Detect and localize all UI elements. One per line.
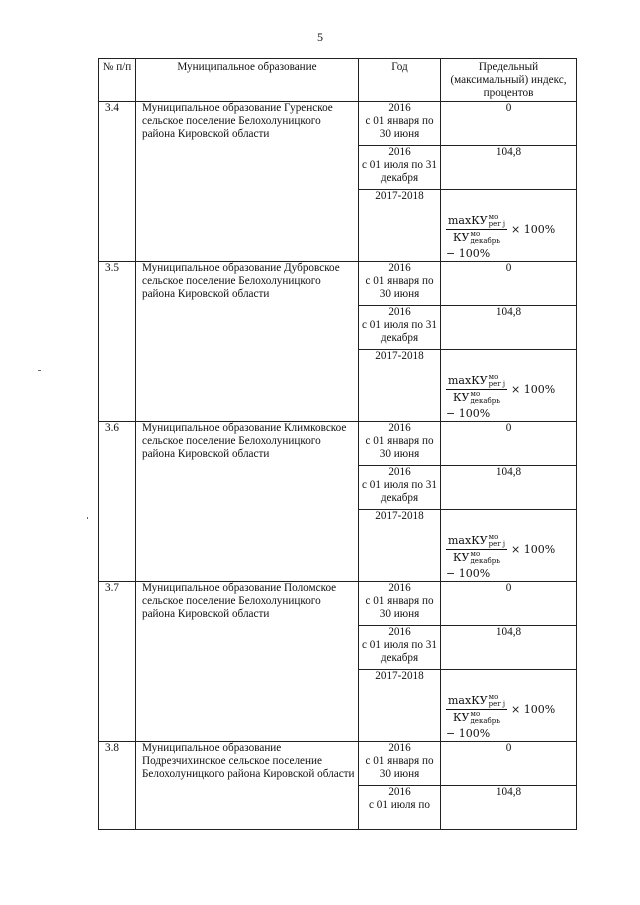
index-table — [98, 58, 577, 830]
period-cell — [359, 350, 441, 422]
period-cell — [359, 466, 441, 510]
period-cell — [359, 306, 441, 350]
period-cell — [359, 510, 441, 582]
municipality-name: Муниципальное образование Подрезчихинское сельское поселение Белохолуницкого района Кировской области — [136, 742, 359, 830]
period-year: 2016 — [388, 102, 411, 114]
period-cell — [359, 742, 441, 786]
period-year: 2016 — [388, 466, 411, 478]
index-value: 0 — [441, 422, 577, 466]
index-formula — [441, 350, 577, 422]
index-value: 104,8 — [441, 306, 577, 350]
header-index: Предельный (максимальный) индекс, процентов — [441, 59, 577, 102]
row-number: 3.6 — [99, 422, 136, 582]
period-year: 2016 — [388, 146, 411, 158]
table-row — [99, 102, 577, 146]
period-range: с 01 января по 30 июня — [365, 755, 434, 780]
period-year: 2016 — [388, 786, 411, 798]
index-value: 0 — [441, 742, 577, 786]
page-number: 5 — [317, 30, 323, 44]
municipality-name: Муниципальное образование Гуренское сельское поселение Белохолуницкого района Кировской области — [136, 102, 359, 262]
period-range: с 01 января по 30 июня — [365, 115, 434, 140]
index-formula — [441, 190, 577, 262]
row-number: 3.8 — [99, 742, 136, 830]
period-cell — [359, 146, 441, 190]
municipality-name: Муниципальное образование Дубровское сельское поселение Белохолуницкого района Кировской области — [136, 262, 359, 422]
period-cell — [359, 190, 441, 262]
index-value: 104,8 — [441, 146, 577, 190]
row-number: 3.4 — [99, 102, 136, 262]
index-formula — [441, 670, 577, 742]
period-year: 2016 — [388, 626, 411, 638]
period-cell — [359, 102, 441, 146]
formula: maxКУ мо per j КУ мо декабрь × 100% − 100% — [446, 533, 556, 580]
period-range: с 01 июля по 31 декабря — [362, 639, 437, 664]
scan-mark — [87, 517, 88, 519]
index-formula — [441, 510, 577, 582]
period-cell — [359, 626, 441, 670]
header-municipality: Муниципальное образование — [136, 59, 359, 102]
period-year: 2017-2018 — [375, 350, 424, 362]
index-value: 104,8 — [441, 786, 577, 830]
index-value: 0 — [441, 582, 577, 626]
period-range: с 01 июля по 31 декабря — [362, 319, 437, 344]
table-row — [99, 262, 577, 306]
header-year: Год — [359, 59, 441, 102]
period-range: с 01 января по 30 июня — [365, 435, 434, 460]
period-year: 2016 — [388, 262, 411, 274]
period-year: 2016 — [388, 306, 411, 318]
table-row — [99, 422, 577, 466]
period-cell — [359, 422, 441, 466]
period-range: с 01 июля по — [369, 799, 430, 811]
period-year: 2016 — [388, 582, 411, 594]
period-year: 2017-2018 — [375, 670, 424, 682]
index-value: 104,8 — [441, 626, 577, 670]
index-value: 0 — [441, 102, 577, 146]
header-num: № п/п — [99, 59, 136, 102]
period-range: с 01 июля по 31 декабря — [362, 479, 437, 504]
municipality-name: Муниципальное образование Климковское сельское поселение Белохолуницкого района Кировской области — [136, 422, 359, 582]
row-number: 3.5 — [99, 262, 136, 422]
index-value: 104,8 — [441, 466, 577, 510]
formula: maxКУ мо per j КУ мо декабрь × 100% − 100% — [446, 213, 556, 260]
formula: maxКУ мо per j КУ мо декабрь × 100% − 100% — [446, 373, 556, 420]
period-cell — [359, 670, 441, 742]
table-row — [99, 582, 577, 626]
period-year: 2017-2018 — [375, 510, 424, 522]
period-range: с 01 июля по 31 декабря — [362, 159, 437, 184]
table-header-row — [99, 59, 577, 102]
period-year: 2016 — [388, 422, 411, 434]
municipality-name: Муниципальное образование Поломское сельское поселение Белохолуницкого района Кировской области — [136, 582, 359, 742]
period-range: с 01 января по 30 июня — [365, 275, 434, 300]
table-row — [99, 742, 577, 786]
period-range: с 01 января по 30 июня — [365, 595, 434, 620]
table-body — [99, 102, 577, 830]
formula: maxКУ мо per j КУ мо декабрь × 100% − 100% — [446, 693, 556, 740]
period-year: 2016 — [388, 742, 411, 754]
row-number: 3.7 — [99, 582, 136, 742]
index-value: 0 — [441, 262, 577, 306]
period-cell — [359, 582, 441, 626]
period-cell — [359, 786, 441, 830]
period-year: 2017-2018 — [375, 190, 424, 202]
period-cell — [359, 262, 441, 306]
scan-mark — [38, 370, 41, 371]
